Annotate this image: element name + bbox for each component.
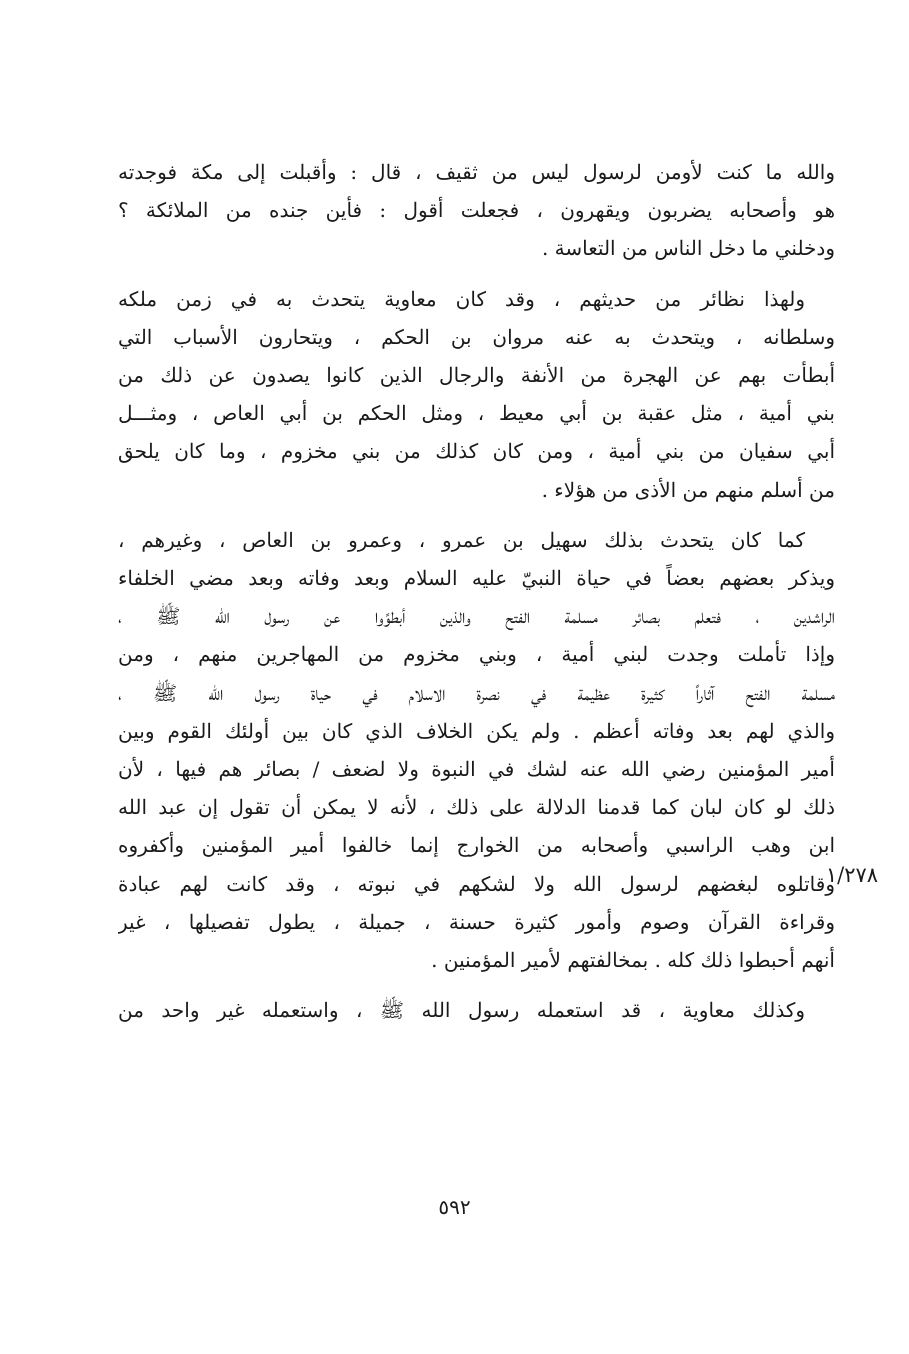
text-line: وسلطانه ، ويتحدث به عنه مروان بن الحكم ، ويتحارون الأسباب التي [118, 324, 835, 349]
text-line: كما كان يتحدث بذلك سهيل بن عمرو ، وعمرو بن العاص ، وغيرهم ، [118, 527, 805, 552]
text-line: أبي سفيان من بني أمية ، ومن كان كذلك من بني مخزوم ، وما كان يلحق [118, 439, 835, 464]
text-line: الراشدين ، فتعلم بصائر مسلمة الفتح والذين أبطوًوا عن رسول الله ﷺ ، [118, 604, 835, 629]
paragraph-2 [118, 280, 835, 509]
manuscript-folio-note: ١/٢٧٨ [825, 863, 879, 887]
text-line: مسلمة الفتح آثاراً كثيرة عظيمة في نصرة الاسلام في حياة رسول الله ﷺ ، [118, 680, 835, 705]
paragraph-3 [118, 521, 835, 979]
text-line: بني أمية ، مثل عقبة بن أبي معيط ، ومثل الحكم بن أبي العاص ، ومثـــل [118, 401, 835, 426]
paragraph-4 [118, 991, 835, 1029]
paragraph-1 [118, 153, 835, 268]
text-line: ويذكر بعضهم بعضاً في حياة النبيّ عليه السلام وبعد وفاته وبعد مضي الخلفاء [118, 566, 835, 591]
text-line: ودخلني ما دخل الناس من التعاسة . [541, 236, 835, 261]
text-line: وكذلك معاوية ، قد استعمله رسول الله ﷺ ، واستعمله غير واحد من [118, 998, 805, 1023]
text-line: أبطأت بهم عن الهجرة من الأنفة والرجال الذين كانوا يصدون عن ذلك من [118, 363, 835, 388]
text-line: وإذا تأملت وجدت لبني أمية ، وبني مخزوم من المهاجرين منهم ، ومن [118, 642, 835, 667]
text-line: ابن وهب الراسبي وأصحابه من الخوارج إنما خالفوا أمير المؤمنين وأكفروه [118, 833, 835, 858]
text-line: أمير المؤمنين رضي الله عنه لشك في النبوة ولا لضعف / بصائر هم فيها ، لأن [118, 757, 835, 782]
body-text [118, 153, 835, 1029]
text-line: والذي لهم بعد وفاته أعظم . ولم يكن الخلاف الذي كان بين أولئك القوم وبين [118, 718, 835, 743]
text-line: ولهذا نظائر من حديثهم ، وقد كان معاوية يتحدث به في زمن ملكه [118, 286, 805, 311]
text-line: وقراءة القرآن وصوم وأمور كثيرة حسنة ، جميلة ، يطول تفصيلها ، غير [118, 909, 835, 934]
text-line: وقاتلوه لبغضهم لرسول الله ولا لشكهم في نبوته ، وقد كانت لهم عبادة [118, 871, 835, 896]
text-line: ذلك لو كان لبان كما قدمنا الدلالة على ذلك ، لأنه لا يمكن أن تقول إن عبد الله [118, 795, 835, 820]
text-line: والله ما كنت لأومن لرسول ليس من ثقيف ، قال : وأقبلت إلى مكة فوجدته [118, 160, 835, 184]
page-number: ٥٩٢ [438, 1195, 471, 1219]
text-line: من أسلم منهم من الأذى من هؤلاء . [541, 477, 835, 502]
text-line: أنهم أحبطوا ذلك كله . بمخالفتهم لأمير المؤمنين . [431, 948, 835, 973]
text-line: هو وأصحابه يضربون ويقهرون ، فجعلت أقول : فأين جنده من الملائكة ؟ [118, 198, 835, 223]
